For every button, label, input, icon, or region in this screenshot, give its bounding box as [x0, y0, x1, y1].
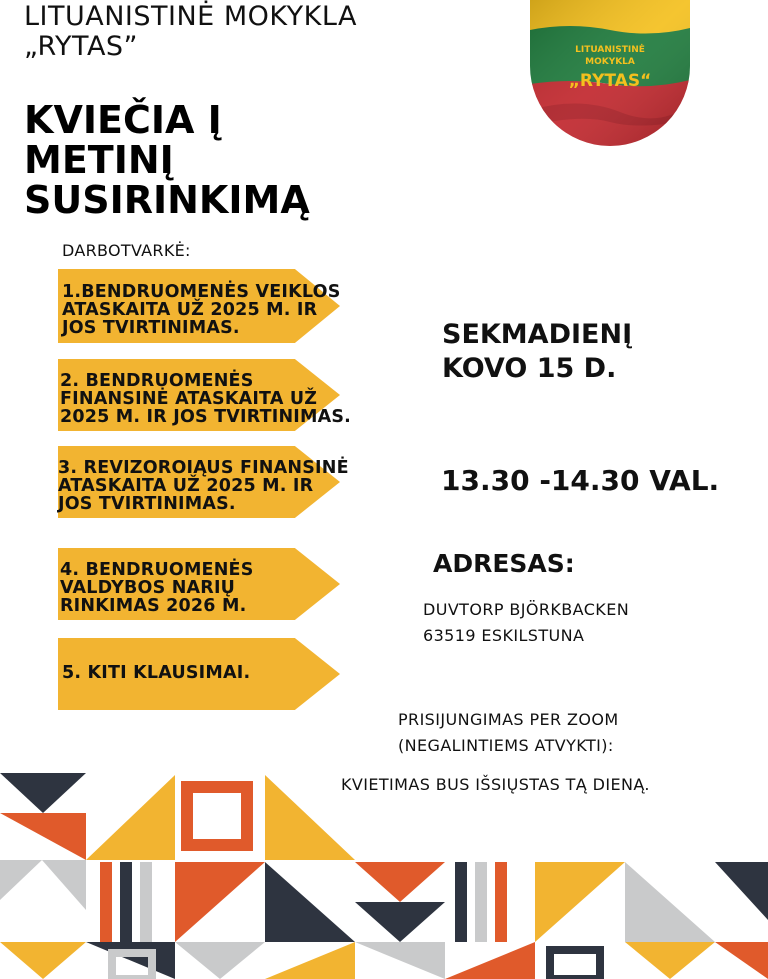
address — [423, 597, 629, 649]
geometric-decoration — [0, 770, 768, 979]
deco-yellow-triangle — [265, 775, 355, 860]
deco-grey-bar — [475, 862, 487, 942]
agenda-item-4-line2: VALDYBOS NARIŲ — [60, 578, 236, 598]
zoom-invitation-note: KVIETIMAS BUS IŠSIŲSTAS TĄ DIENĄ. — [341, 775, 650, 794]
deco-navy-triangle — [0, 773, 86, 813]
agenda-item-1-line1: 1.BENDRUOMENĖS VEIKLOS — [62, 282, 341, 302]
deco-grey-triangle — [625, 862, 715, 942]
agenda-item-4-line3: RINKIMAS 2026 M. — [60, 596, 247, 616]
agenda-item-5 — [62, 664, 250, 682]
deco-navy-square — [550, 950, 600, 979]
deco-orange-triangle — [175, 862, 265, 942]
agenda-item-3-line3: JOS TVIRTINIMAS. — [58, 494, 236, 514]
agenda-item-2 — [60, 372, 351, 426]
agenda-item-2-line1: 2. BENDRUOMENĖS — [60, 371, 254, 391]
deco-yellow-triangle — [625, 942, 715, 979]
deco-yellow-triangle — [0, 942, 86, 979]
deco-navy-bar — [455, 862, 467, 942]
school-name — [24, 2, 444, 62]
agenda-item-1-line3: JOS TVIRTINIMAS. — [62, 318, 240, 338]
agenda-item-3 — [58, 459, 349, 513]
agenda-item-1 — [62, 283, 341, 337]
event-time: 13.30 -14.30 VAL. — [441, 464, 720, 497]
zoom-line1: PRISIJUNGIMAS PER ZOOM — [398, 710, 619, 729]
agenda-item-2-line3: 2025 M. IR JOS TVIRTINIMAS. — [60, 407, 352, 427]
logo-text-line3: „RYTAS“ — [568, 71, 652, 91]
agenda-item-4 — [60, 561, 254, 615]
event-date-text: KOVO 15 D. — [442, 353, 617, 384]
school-logo — [530, 0, 690, 146]
agenda-item-1-line2: ATASKAITA UŽ 2025 M. IR — [62, 300, 318, 320]
title-line3: SUSIRINKIMĄ — [24, 178, 310, 222]
title-line1: KVIEČIA Į — [24, 98, 222, 142]
deco-orange-triangle — [445, 942, 535, 979]
zoom-line2: (NEGALINTIEMS ATVYKTI): — [398, 736, 614, 755]
agenda-label: DARBOTVARKĖ: — [62, 241, 191, 260]
school-name-line1: LITUANISTINĖ MOKYKLA — [24, 1, 357, 32]
deco-orange-triangle — [715, 942, 768, 979]
address-line2: 63519 ESKILSTUNA — [423, 626, 585, 645]
deco-grey-triangle — [0, 860, 42, 900]
deco-navy-triangle — [265, 862, 355, 942]
deco-orange-square — [187, 787, 247, 845]
deco-orange-bar — [100, 862, 112, 942]
deco-yellow-triangle — [86, 775, 175, 860]
agenda-item-2-line2: FINANSINĖ ATASKAITA UŽ — [60, 389, 318, 409]
deco-navy-triangle — [86, 942, 175, 979]
deco-grey-bar — [140, 862, 152, 942]
deco-yellow-triangle — [265, 942, 355, 979]
deco-grey-triangle — [175, 942, 265, 979]
agenda-item-5-line1: 5. KITI KLAUSIMAI. — [62, 663, 251, 683]
agenda-item-4-line1: 4. BENDRUOMENĖS — [60, 560, 254, 580]
deco-orange-triangle — [0, 813, 86, 860]
zoom-info — [398, 707, 619, 759]
deco-yellow-triangle — [535, 862, 625, 942]
lithuanian-flag-logo — [530, 0, 690, 146]
deco-navy-triangle — [715, 862, 768, 920]
deco-grey-triangle — [355, 942, 445, 979]
agenda-item-3-line2: ATASKAITA UŽ 2025 M. IR — [58, 476, 314, 496]
deco-orange-bar — [495, 862, 507, 942]
school-name-line2: „RYTAS” — [24, 31, 139, 62]
logo-text-line1: LITUANISTINĖ — [575, 45, 645, 55]
agenda-item-3-line1: 3. REVIZOROIĄUS FINANSINĖ — [58, 458, 349, 478]
deco-grey-triangle — [42, 860, 86, 910]
address-label: ADRESAS: — [433, 549, 575, 578]
deco-navy-triangle — [355, 902, 445, 942]
deco-orange-triangle — [355, 862, 445, 902]
event-day: SEKMADIENĮ — [442, 319, 633, 350]
page-title — [24, 100, 444, 220]
logo-text-line2: MOKYKLA — [585, 57, 635, 67]
deco-navy-bar — [120, 862, 132, 942]
event-date — [442, 318, 632, 386]
title-line2: METINĮ — [24, 138, 174, 182]
address-line1: DUVTORP BJÖRKBACKEN — [423, 600, 630, 619]
